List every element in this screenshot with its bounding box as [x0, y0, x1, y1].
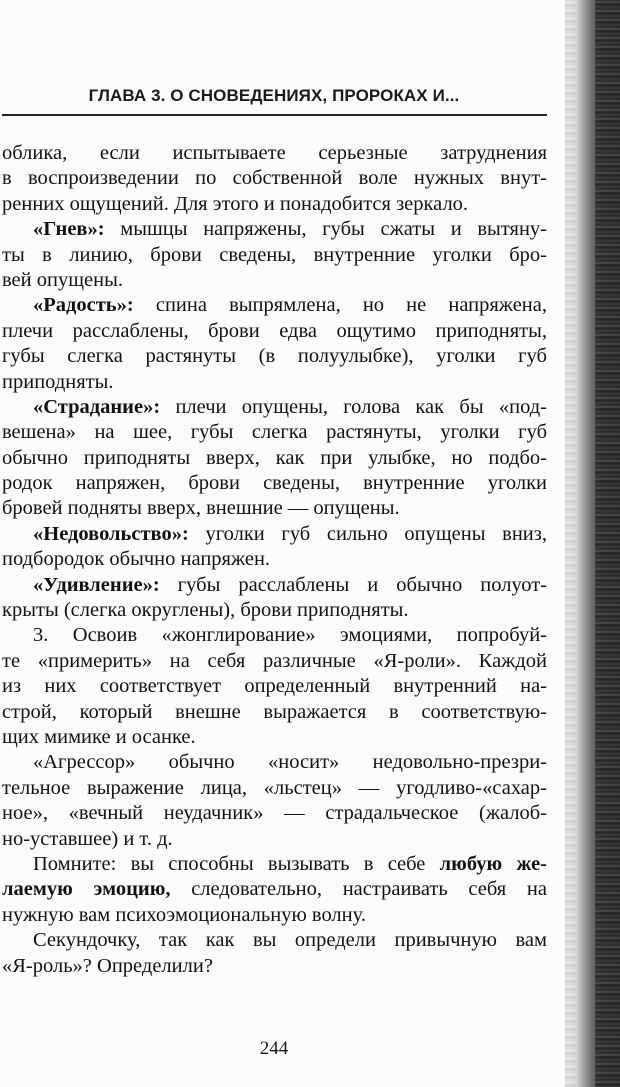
- text-run: нужную вам психоэмоциональную волну.: [2, 903, 366, 926]
- text-line: [2, 344, 547, 369]
- text-line: [2, 547, 547, 572]
- text-run: 3. Освоив «жонглирование» эмоциями, попробуй-: [33, 624, 547, 647]
- text-run: в воспроизведении по собственной воле нужных внут-: [2, 167, 547, 190]
- text-run: уголки губ сильно опущены вниз,: [188, 522, 547, 545]
- text-line: [2, 141, 547, 166]
- text-line: [2, 700, 547, 725]
- text-run: ное», «вечный неудачник» — страдальческое (жалоб-: [2, 802, 547, 825]
- bold-term: «Гнев»:: [33, 218, 105, 241]
- text-line: [2, 217, 547, 242]
- text-line: [2, 750, 547, 775]
- bold-term: «Страдание»:: [33, 395, 161, 418]
- text-run: из них соответствует определенный внутренний на-: [2, 675, 547, 698]
- text-line: [2, 522, 547, 547]
- text-run: плечи опущены, голова как бы «под-: [160, 395, 547, 418]
- text-run: Секундочку, так как вы определи привычную вам: [33, 929, 547, 952]
- header-rule: [2, 114, 547, 116]
- text-run: губы расслаблены и обычно полуот-: [159, 573, 547, 596]
- page-number: 244: [259, 1038, 289, 1059]
- bold-term: «Радость»:: [33, 294, 134, 317]
- text-line: [2, 776, 547, 801]
- text-run: ренних ощущений. Для этого и понадобится зеркало.: [2, 192, 469, 215]
- text-run: губы слегка растянуты (в полуулыбке), уголки губ: [2, 345, 547, 368]
- text-line: [2, 903, 547, 928]
- text-run: обычно приподняты вверх, как при улыбке, но подбо-: [2, 446, 547, 469]
- text-line: [2, 674, 547, 699]
- text-run: тельное выражение лица, «льстец» — угодливо-«сахар-: [2, 776, 547, 799]
- text-line: [2, 852, 547, 877]
- text-run: Помните: вы способны вызывать в себе: [33, 852, 440, 875]
- text-line: [2, 319, 547, 344]
- text-run: родок напряжен, брови сведены, внутренние уголки: [2, 472, 547, 495]
- text-run: крыты (слегка округлены), брови приподняты.: [2, 599, 409, 622]
- text-line: [2, 954, 547, 979]
- text-line: [2, 471, 547, 496]
- text-run: «Агрессор» обычно «носит» недовольно-презри-: [33, 751, 547, 774]
- bold-term: «Недовольство»:: [33, 522, 189, 545]
- text-line: [2, 928, 547, 953]
- text-line: [2, 268, 547, 293]
- text-line: [2, 573, 547, 598]
- text-run: но-уставшее) и т. д.: [2, 827, 173, 850]
- text-run: подбородок обычно напряжен.: [2, 548, 271, 571]
- text-line: [2, 166, 547, 191]
- text-run: вей опущены.: [2, 268, 123, 291]
- text-run: щих мимике и осанке.: [2, 725, 196, 748]
- bold-term: лаемую эмоцию,: [2, 878, 171, 901]
- text-run: мышцы напряжены, губы сжаты и вытяну-: [104, 218, 547, 241]
- text-line: [2, 446, 547, 471]
- text-line: [2, 496, 547, 521]
- text-line: [2, 623, 547, 648]
- text-line: [2, 370, 547, 395]
- running-head: ГЛАВА 3. О СНОВЕДЕНИЯХ, ПРОРОКАХ И...: [88, 86, 460, 105]
- text-line: [2, 192, 547, 217]
- text-line: [2, 649, 547, 674]
- text-run: плечи расслаблены, брови едва ощутимо приподняты,: [2, 319, 547, 342]
- text-run: «Я-роль»? Определили?: [2, 954, 213, 977]
- text-run: строй, который внешне выражается в соответствую-: [2, 700, 547, 723]
- text-run: спина выпрямлена, но не напряжена,: [133, 294, 547, 317]
- text-line: [2, 420, 547, 445]
- text-run: ты в линию, брови сведены, внутренние уголки бро-: [2, 243, 547, 266]
- text-line: [2, 395, 547, 420]
- text-line: [2, 598, 547, 623]
- text-run: те «примерить» на себя различные «Я-роли». Каждой: [2, 649, 547, 672]
- text-run: вешена» на шее, губы слегка растянуты, уголки губ: [2, 421, 547, 444]
- binding-dark-band: [595, 0, 620, 1087]
- text-line: [2, 877, 547, 902]
- text-run: следовательно, настраивать себя на: [170, 878, 547, 901]
- bold-term: любую же-: [439, 852, 547, 875]
- text-line: [2, 801, 547, 826]
- text-line: [2, 243, 547, 268]
- text-line: [2, 293, 547, 318]
- text-run: облика, если испытываете серьезные затруднения: [2, 142, 547, 164]
- text-run: приподняты.: [2, 370, 114, 393]
- text-run: бровей подняты вверх, внешние — опущены.: [2, 497, 400, 520]
- text-line: [2, 725, 547, 750]
- page-edges: [565, 0, 575, 1087]
- body-text: [2, 141, 547, 979]
- text-line: [2, 827, 547, 852]
- bold-term: «Удивление»:: [33, 573, 160, 596]
